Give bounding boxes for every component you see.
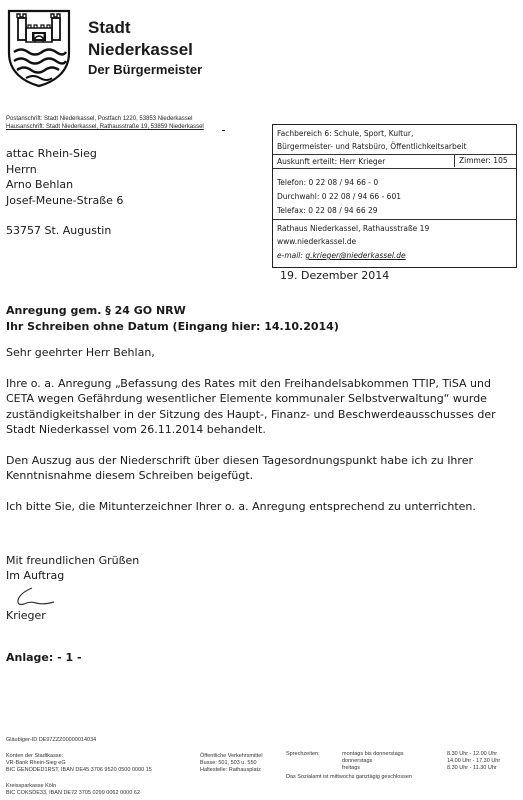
recipient-line-4: Josef-Meune-Straße 6 — [6, 193, 124, 207]
subject-line2: Ihr Schreiben ohne Datum (Eingang hier: 14.10.2014) — [6, 320, 339, 333]
office-hours-times — [447, 751, 500, 772]
telefax-line: Telefax: 0 22 08 / 94 66 29 — [277, 206, 378, 215]
closing-block — [6, 553, 139, 583]
bank-accounts — [6, 753, 152, 797]
recipient-line-1: attac Rhein-Sieg — [6, 147, 97, 160]
infobox-vertical-divider — [454, 155, 455, 167]
transit-bus: Busse: 501, 503 u. 550 — [200, 760, 257, 766]
hours-time: 14.00 Uhr - 17.30 Uhr — [447, 758, 501, 764]
letter-date: 19. Dezember 2014 — [280, 269, 390, 282]
recipient-line-3: Arno Behlan — [6, 178, 74, 191]
fold-mark — [222, 130, 225, 131]
website-link[interactable]: www.niederkassel.de — [277, 237, 357, 246]
rathaus-line: Rathaus Niederkassel, Rathausstraße 19 — [277, 224, 430, 233]
glaeubiger-id: Gläubiger-ID DE97ZZZ00000014034 — [6, 737, 97, 743]
fachbereich-line2: Bürgermeister- und Ratsbüro, Öffentlichkeitsarbeit — [277, 142, 467, 151]
closing-auftrag: Im Auftrag — [6, 569, 65, 582]
office-hours-title: Sprechzeiten: — [286, 751, 320, 757]
body-paragraph-3: Ich bitte Sie, die Mitunterzeichner Ihrer o. a. Anregung entsprechend zu unterrichten. — [6, 500, 476, 513]
salutation: Sehr geehrter Herr Behlan, — [6, 346, 155, 359]
email-line — [277, 251, 406, 260]
bank2-name: Kreissparkasse Köln — [6, 783, 57, 789]
recipient-city: 53757 St. Augustin — [6, 224, 112, 237]
durchwahl-line: Durchwahl: 0 22 08 / 94 66 - 601 — [277, 192, 401, 201]
bank2-ids: BIC COKSDE33, IBAN DE72 3705 0299 0062 0000 62 — [6, 790, 140, 796]
telefon-line: Telefon: 0 22 08 / 94 66 - 0 — [277, 178, 379, 187]
letterhead-city-line1: Stadt — [88, 18, 131, 37]
letterhead-city-line2: Niederkassel — [88, 40, 193, 59]
body-paragraph-2: Den Auszug aus der Niederschrift über diesen Tagesordnungspunkt habe ich zu Ihrer Kenntnisnahme diesem Schreiben beigefügt. — [6, 454, 473, 483]
infobox-divider — [273, 168, 516, 169]
transit-stop: Haltestelle: Rathausplatz — [200, 767, 261, 773]
hausanschrift: Hausanschrift: Stadt Niederkassel, Rathausstraße 19, 53859 Niederkassel — [6, 124, 204, 130]
zimmer-line: Zimmer: 105 — [459, 156, 508, 165]
postanschrift: Postanschrift: Stadt Niederkassel, Postfach 1220, 53853 Niederkassel — [6, 116, 193, 122]
closing-greeting: Mit freundlichen Grüßen — [6, 554, 140, 567]
letterhead-office: Der Bürgermeister — [88, 62, 203, 77]
email-link[interactable]: g.krieger@niederkassel.de — [305, 251, 406, 260]
bank1-ids: BIC GENODED1RST, IBAN DE45 3706 9520 0500 0000 15 — [6, 767, 152, 773]
subject-line1: Anregung gem. § 24 GO NRW — [6, 304, 186, 317]
transit-title: Öffentliche Verkehrsmittel — [200, 753, 263, 759]
fachbereich-line1: Fachbereich 6: Schule, Sport, Kultur, — [277, 129, 414, 138]
hours-day: donnerstags — [342, 758, 373, 764]
recipient-line-2: Herrn — [6, 162, 37, 176]
attachment-note: Anlage: - 1 - — [6, 651, 82, 664]
contact-info-box — [272, 124, 517, 268]
auskunft-line: Auskunft erteilt: Herr Krieger — [277, 157, 386, 166]
infobox-divider — [273, 219, 516, 220]
hours-day: freitags — [342, 765, 361, 771]
office-hours-days — [342, 751, 403, 772]
bank1-name: VR-Bank Rhein-Sieg eG — [6, 760, 66, 766]
public-transport — [200, 753, 263, 774]
subject-block — [6, 303, 339, 335]
recipient-address — [6, 146, 123, 239]
hours-day: montags bis donnerstags — [342, 751, 404, 757]
hours-time: 8.30 Uhr - 12.00 Uhr — [447, 751, 498, 757]
bank-accounts-title: Konten der Stadtkasse: — [6, 753, 64, 759]
handwritten-signature — [10, 585, 58, 609]
email-label: e-mail: — [277, 251, 306, 260]
sender-address-block — [6, 115, 204, 131]
infobox-divider — [273, 154, 516, 155]
body-paragraph-1: Ihre o. a. Anregung „Befassung des Rates mit den Freihandelsabkommen TTIP, TiSA und CETA wegen Gefährdung wesentlicher Elemente kommunaler Selbstverwaltung“ wurde zuständigkeitshalber in der Sitzung des Haupt-, Finanz- und Beschwerdeausschusses der Stadt Niederkassel vom 26.11.2014 behandelt. — [6, 377, 496, 436]
office-hours-note: Das Sozialamt ist mittwochs ganztägig geschlossen — [286, 774, 412, 780]
city-crest-logo — [6, 8, 72, 88]
signer-name: Krieger — [6, 609, 46, 622]
hours-time: 8.30 Uhr - 11.30 Uhr — [447, 765, 497, 771]
